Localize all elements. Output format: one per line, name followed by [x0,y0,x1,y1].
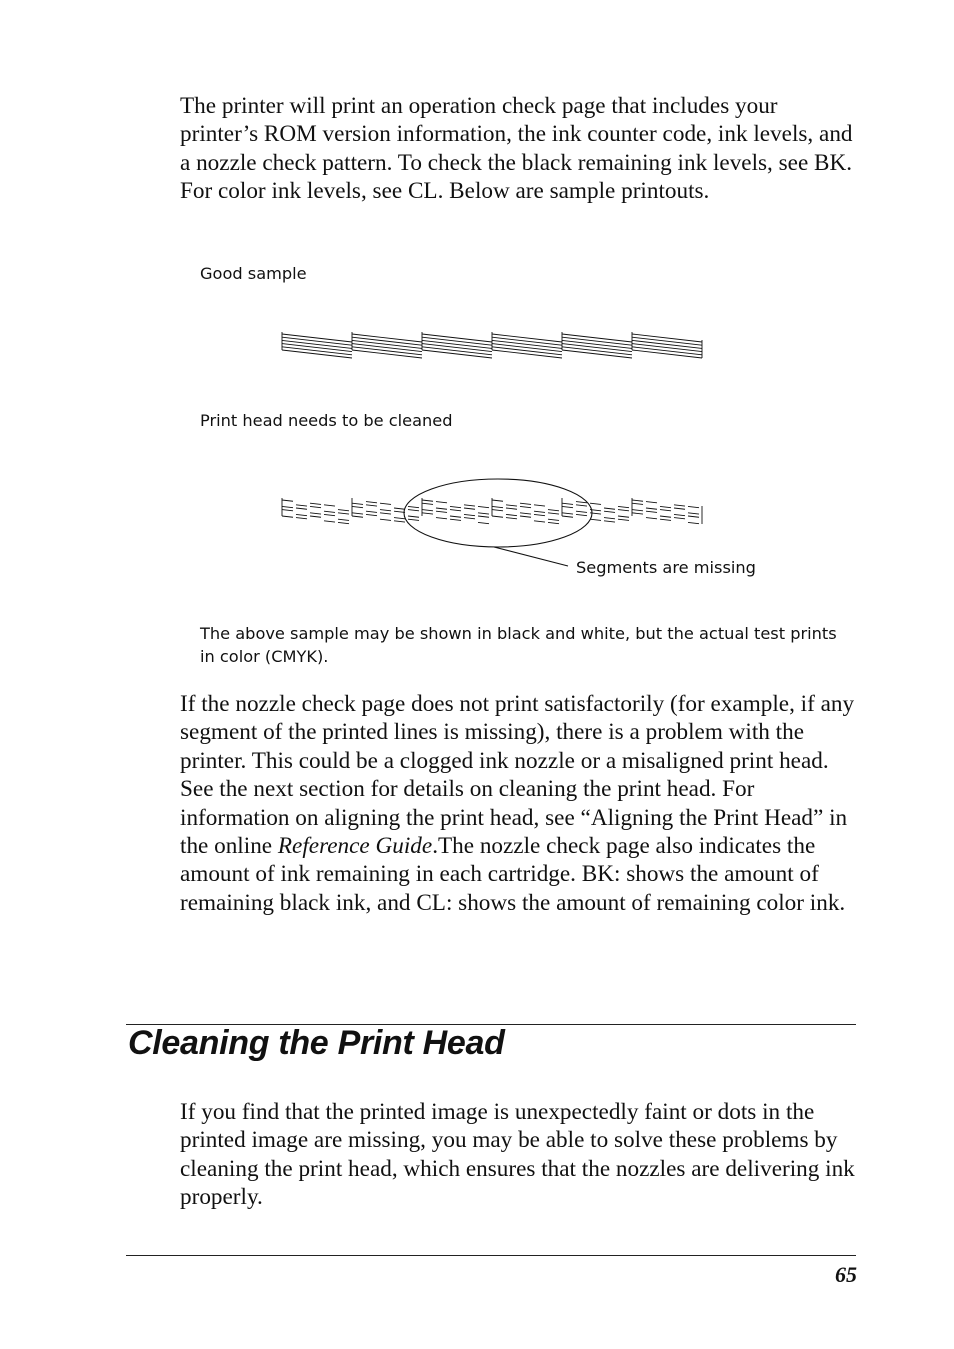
missing-segments-callout [260,470,860,590]
problem-text-after: .The nozzle check page also indicates the amount of ink remaining in each cartridge. BK: shows the amount of remaining black ink, and CL: shows the amount of remaining color ink. [180,833,846,916]
section-paragraph: If you find that the printed image is unexpectedly faint or dots in the printed image are missing, you may be able to solve these problems by cleaning the print head, which ensures that the nozzles are delivering ink properly. [180,1099,855,1211]
highlight-ellipse [404,479,592,547]
good-nozzle-pattern [270,326,720,370]
nozzle-block [492,332,562,358]
footer-rule [126,1255,856,1256]
problem-text-before: If the nozzle check page does not print satisfactorily (for example, if any segment of the printed lines is missing), there is a problem with the printer. This could be a clogged ink nozzle or a misaligned print head. See the next section for details on cleaning the print head. For information on aligning the print head, see “Aligning the Print Head” in the online [180,691,855,860]
section-title: Cleaning the Print Head [128,1024,505,1062]
nozzle-block [282,332,352,358]
problem-paragraph [180,690,856,917]
page-number: 65 [835,1262,857,1287]
reference-guide-ref: Reference Guide [277,833,433,860]
bad-sample-label: Print head needs to be cleaned [200,411,453,430]
nozzle-block [422,332,492,358]
good-sample-label: Good sample [200,264,307,283]
nozzle-block [352,332,422,358]
intro-paragraph: The printer will print an operation check page that includes your printer’s ROM version information, the ink counter code, ink levels, and a nozzle check pattern. To check the black remaining ink levels, see BK. For color ink levels, see CL. Below are sample printouts. [180,93,853,205]
nozzle-block [632,332,702,358]
callout-leader-line [494,547,568,566]
missing-segments-label: Segments are missing [576,558,756,577]
nozzle-block [562,332,632,358]
color-note: The above sample may be shown in black and white, but the actual test prints in color (CMYK). [200,624,837,666]
